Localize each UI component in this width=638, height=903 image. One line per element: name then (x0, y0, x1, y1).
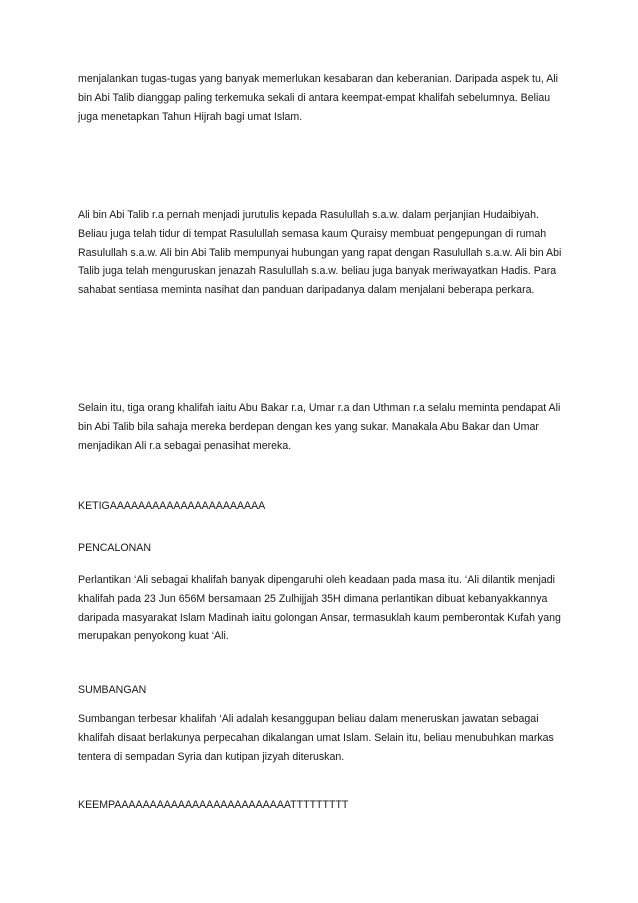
heading-pencalonan: PENCALONAN (78, 542, 151, 554)
heading-sumbangan: SUMBANGAN (78, 684, 147, 696)
paragraph-sumbangan: Sumbangan terbesar khalifah ‘Ali adalah kesanggupan beliau dalam meneruskan jawatan sebagai khalifah disaat berlakunya perpecahan dikalangan umat Islam. Selain itu, beliau menubuhkan markas tentera di sempadan Syria dan kutipan jizyah diteruskan. (78, 713, 554, 763)
heading-ketiga: KETIGAAAAAAAAAAAAAAAAAAAAAA (78, 500, 266, 512)
paragraph-penasihat: Selain itu, tiga orang khalifah iaitu Abu Bakar r.a, Umar r.a dan Uthman r.a selalu meminta pendapat Ali bin Abi Talib bila sahaja mereka berdepan dengan kes yang sukar. Manakala Abu Bakar dan Umar menjadikan Ali r.a sebagai penasihat mereka. (78, 402, 561, 452)
paragraph-perlantikan: Perlantikan ‘Ali sebagai khalifah banyak dipengaruhi oleh keadaan pada masa itu. ‘Ali dilantik menjadi khalifah pada 23 Jun 656M bersamaan 25 Zulhijjah 35H dimana perlantikan dibuat kebanyakkannya daripada masyarakat Islam Madinah iaitu golongan Ansar, termasuklah kaum pemberontak Kufah yang merupakan penyokong kuat ‘Ali. (78, 574, 561, 643)
heading-keempat: KEEMPAAAAAAAAAAAAAAAAAAAAAAAAATTTTTTTTT (78, 799, 349, 811)
paragraph-jurutulis: Ali bin Abi Talib r.a pernah menjadi jurutulis kepada Rasulullah s.a.w. dalam perjanjian Hudaibiyah. Beliau juga telah tidur di tempat Rasulullah semasa kaum Quraisy membuat pengepungan di rumah Rasulullah s.a.w. Ali bin Abi Talib mempunyai hubungan yang rapat dengan Rasulullah s.a.w. Ali bin Abi Talib juga telah menguruskan jenazah Rasulullah s.a.w. beliau juga banyak meriwayatkan Hadis. Para sahabat sentiasa meminta nasihat dan panduan daripadanya dalam menjalani beberapa perkara. (78, 209, 562, 297)
paragraph-intro-ali: menjalankan tugas-tugas yang banyak memerlukan kesabaran dan keberanian. Daripada aspek tu, Ali bin Abi Talib dianggap paling terkemuka sekali di antara keempat-empat khalifah sebelumnya. Beliau juga menetapkan Tahun Hijrah bagi umat Islam. (78, 73, 558, 123)
